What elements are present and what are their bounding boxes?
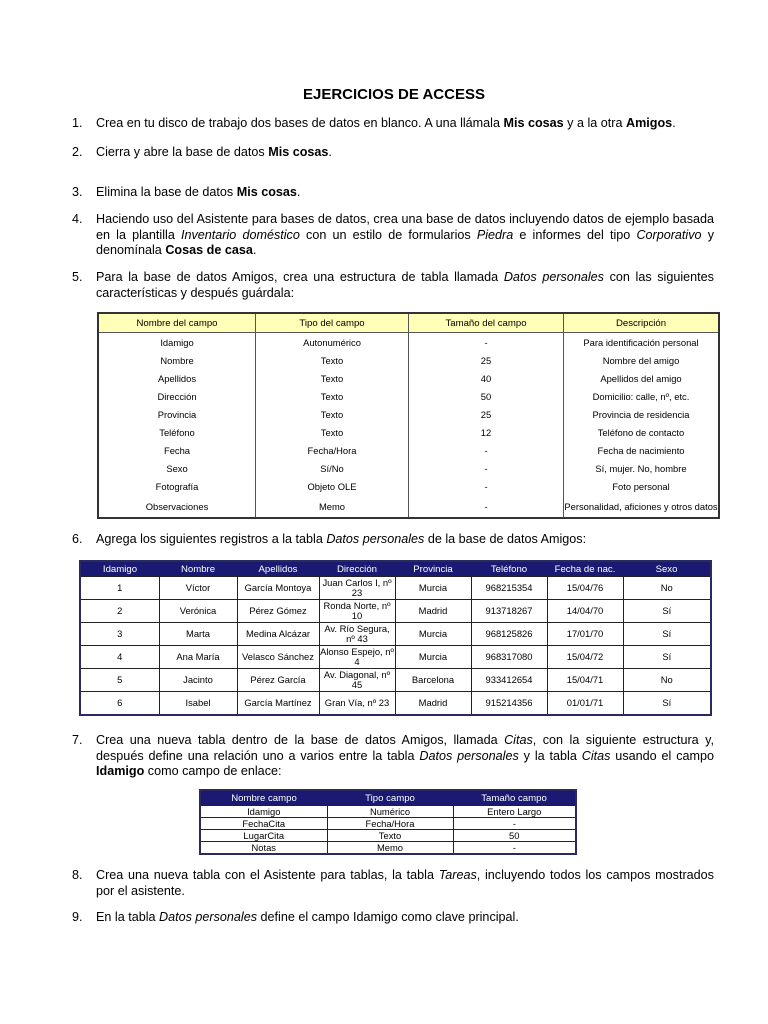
table-header: Teléfono	[471, 561, 547, 577]
exercise-text: Citas	[581, 748, 611, 763]
table-row	[98, 423, 719, 441]
table-cell: Apellidos	[98, 369, 256, 387]
table-cell: 15/04/72	[547, 646, 623, 669]
exercise-number: 4.	[72, 212, 83, 226]
table-cell: -	[409, 459, 564, 477]
exercise-text: y denomínala	[96, 227, 715, 257]
table-header: Apellidos	[237, 561, 319, 577]
table-cell: Sexo	[98, 459, 256, 477]
exercise-text: Haciendo uso del Asistente para bases de datos, crea una base de datos incluyendo datos de ejemplo basada en la plantilla	[96, 212, 714, 242]
table-cell: 913718267	[471, 600, 547, 623]
table-row	[98, 333, 719, 352]
table-cell: Provincia	[98, 405, 256, 423]
table-cell: Apellidos del amigo	[564, 369, 720, 387]
table-cell: 968317080	[471, 646, 547, 669]
table-header: Tamaño campo	[453, 790, 576, 806]
exercise-7	[72, 733, 714, 780]
table-cell: Autonumérico	[256, 333, 409, 352]
table-cell: -	[453, 842, 576, 855]
exercise-text: Agrega los siguientes registros a la tabla	[96, 532, 327, 546]
table-cell: Barcelona	[395, 669, 471, 692]
exercise-text: .	[328, 145, 332, 159]
table-cell: 6	[80, 692, 159, 716]
table-cell: Juan Carlos I, nº 23	[319, 577, 395, 600]
table-header: Fecha de nac.	[547, 561, 623, 577]
table-row	[98, 369, 719, 387]
table-cell: 15/04/76	[547, 577, 623, 600]
table-cell: Para identificación personal	[564, 333, 720, 352]
datos-personales-structure-table	[97, 312, 720, 519]
table-header: Idamigo	[80, 561, 159, 577]
page-title: EJERCICIOS DE ACCESS	[303, 86, 485, 103]
exercise-5	[72, 270, 714, 301]
table-cell: Texto	[256, 387, 409, 405]
table-cell: 968125826	[471, 623, 547, 646]
exercise-text: Crea en tu disco de trabajo dos bases de datos en blanco. A una llámala	[96, 116, 504, 130]
exercise-4	[72, 212, 714, 259]
table-cell: Personalidad, aficiones y otros datos	[564, 495, 720, 518]
table-cell: Nombre del amigo	[564, 351, 720, 369]
table-cell: 01/01/71	[547, 692, 623, 716]
table-cell: Madrid	[395, 600, 471, 623]
table-row	[98, 441, 719, 459]
table-cell: García Martínez	[237, 692, 319, 716]
table-cell: 40	[409, 369, 564, 387]
exercise-text: e informes del tipo	[513, 227, 637, 242]
exercise-text: Corporativo	[636, 227, 702, 242]
table-header: Provincia	[395, 561, 471, 577]
table-cell: Medina Alcázar	[237, 623, 319, 646]
table-cell: Texto	[256, 369, 409, 387]
exercise-number: 1.	[72, 116, 83, 130]
table-row	[98, 459, 719, 477]
exercise-6	[72, 532, 714, 548]
table-row	[200, 830, 576, 842]
exercise-text: Cierra y abre la base de datos	[96, 145, 269, 159]
table-cell: Sí/No	[256, 459, 409, 477]
table-cell: 4	[80, 646, 159, 669]
table-cell: Sí	[623, 600, 711, 623]
exercise-text: con un estilo de formularios	[299, 227, 477, 242]
exercise-text: , con la siguiente estructura y, después define una relación uno a varios entre la tabla	[96, 733, 714, 763]
table-cell: Ana María	[159, 646, 237, 669]
table-cell: -	[409, 495, 564, 518]
exercise-text: como campo de enlace:	[144, 764, 282, 778]
table-cell: Foto personal	[564, 477, 720, 495]
exercise-text: Datos personales	[326, 532, 425, 546]
table-cell: Pérez Gómez	[237, 600, 319, 623]
exercise-body	[96, 116, 714, 132]
table-cell: Fecha/Hora	[327, 818, 453, 830]
exercise-number: 8.	[72, 868, 83, 882]
table-cell: Memo	[256, 495, 409, 518]
table-cell: Provincia de residencia	[564, 405, 720, 423]
table-cell: Pérez García	[237, 669, 319, 692]
exercise-text: Citas	[504, 733, 533, 747]
table-row	[98, 351, 719, 369]
table-cell: Sí	[623, 692, 711, 716]
exercise-1	[72, 116, 714, 132]
exercise-number: 7.	[72, 733, 83, 747]
table-cell: 50	[453, 830, 576, 842]
exercise-text: Mis cosas	[236, 185, 297, 199]
table-row	[80, 600, 711, 623]
exercise-text: .	[672, 116, 676, 130]
table-cell: 17/01/70	[547, 623, 623, 646]
table-row	[98, 495, 719, 518]
exercise-text: Datos personales	[159, 910, 258, 924]
table-cell: 933412654	[471, 669, 547, 692]
table-cell: 14/04/70	[547, 600, 623, 623]
exercise-text: Tareas	[438, 868, 477, 882]
table-cell: Av. Río Segura, nº 43	[319, 623, 395, 646]
exercise-text: Idamigo	[96, 764, 145, 778]
exercise-3	[72, 185, 714, 201]
table-cell: Notas	[200, 842, 327, 855]
table-cell: Jacinto	[159, 669, 237, 692]
exercise-text: Crea una nueva tabla con el Asistente para tablas, la tabla	[96, 868, 439, 882]
exercise-text: .	[296, 185, 301, 199]
table-cell: 1	[80, 577, 159, 600]
exercise-text: .	[252, 243, 257, 257]
table-cell: Numérico	[327, 806, 453, 818]
exercise-body	[96, 185, 714, 201]
table-row	[98, 477, 719, 495]
exercise-body	[96, 733, 714, 780]
exercise-body	[96, 212, 714, 259]
exercise-9	[72, 910, 714, 926]
table-cell: Teléfono	[98, 423, 256, 441]
table-cell: 50	[409, 387, 564, 405]
table-row	[98, 405, 719, 423]
table-cell: Ronda Norte, nº 10	[319, 600, 395, 623]
table-header: Descripción	[564, 313, 720, 333]
exercise-text: Mis cosas	[268, 145, 329, 159]
table-row	[98, 387, 719, 405]
table-cell: Víctor	[159, 577, 237, 600]
table-cell: Texto	[256, 423, 409, 441]
table-cell: Idamigo	[200, 806, 327, 818]
table-cell: 3	[80, 623, 159, 646]
table-cell: 915214356	[471, 692, 547, 716]
table-cell: Sí	[623, 623, 711, 646]
table-row	[200, 818, 576, 830]
table-cell: 15/04/71	[547, 669, 623, 692]
exercise-text: Piedra	[476, 227, 514, 242]
exercise-number: 2.	[72, 145, 83, 159]
table-cell: Murcia	[395, 577, 471, 600]
table-row	[80, 646, 711, 669]
exercise-body	[96, 145, 714, 161]
exercise-8	[72, 868, 714, 899]
table-header: Tamaño del campo	[409, 313, 564, 333]
table-cell: FechaCita	[200, 818, 327, 830]
table-cell: Objeto OLE	[256, 477, 409, 495]
exercise-number: 9.	[72, 910, 83, 924]
exercise-text: Inventario doméstico	[181, 227, 300, 242]
table-cell: 5	[80, 669, 159, 692]
table-cell: 25	[409, 351, 564, 369]
table-header: Dirección	[319, 561, 395, 577]
table-cell: LugarCita	[200, 830, 327, 842]
exercise-text: usando el campo	[610, 748, 715, 763]
table-cell: Memo	[327, 842, 453, 855]
exercise-text: , incluyendo todos los campos mostrados por el asistente.	[96, 868, 714, 898]
exercise-text: con las siguientes características y después guárdala:	[96, 270, 714, 300]
table-cell: Murcia	[395, 623, 471, 646]
table-cell: 12	[409, 423, 564, 441]
table-header: Nombre campo	[200, 790, 327, 806]
exercise-text: Mis cosas	[503, 116, 564, 130]
table-cell: 2	[80, 600, 159, 623]
exercise-text: Para la base de datos Amigos, crea una estructura de tabla llamada	[96, 270, 504, 284]
citas-structure-table	[199, 789, 577, 855]
table-cell: -	[409, 477, 564, 495]
table-row	[80, 623, 711, 646]
table-cell: Velasco Sánchez	[237, 646, 319, 669]
table-row	[80, 577, 711, 600]
table-cell: -	[453, 818, 576, 830]
table-row	[200, 806, 576, 818]
table-cell: Texto	[327, 830, 453, 842]
exercise-body	[96, 532, 714, 548]
table-cell: 968215354	[471, 577, 547, 600]
table-cell: Fecha/Hora	[256, 441, 409, 459]
exercise-number: 3.	[72, 185, 83, 199]
exercise-2	[72, 145, 714, 161]
exercise-number: 5.	[72, 270, 83, 284]
table-cell: Domicilio: calle, nº, etc.	[564, 387, 720, 405]
exercise-text: Elimina la base de datos	[96, 185, 237, 199]
exercise-text: Datos personales	[503, 270, 604, 284]
table-cell: Fotografía	[98, 477, 256, 495]
table-cell: Av. Diagonal, nº 45	[319, 669, 395, 692]
table-cell: Madrid	[395, 692, 471, 716]
exercise-body	[96, 270, 714, 301]
table-cell: Alonso Espejo, nº 4	[320, 645, 394, 667]
table-cell: Texto	[256, 351, 409, 369]
table-cell: Idamigo	[98, 333, 256, 352]
exercise-text: y la tabla	[518, 748, 582, 763]
table-cell: Murcia	[395, 646, 471, 669]
amigos-records-table	[79, 560, 712, 716]
table-row	[80, 692, 711, 716]
exercise-text: Amigos	[626, 116, 673, 130]
exercise-text: y a la otra	[563, 116, 626, 130]
table-header: Nombre del campo	[98, 313, 256, 333]
exercise-body	[96, 868, 714, 899]
table-row	[80, 669, 711, 692]
table-cell: -	[409, 441, 564, 459]
table-cell: García Montoya	[237, 577, 319, 600]
table-cell: No	[623, 669, 711, 692]
table-cell: Texto	[256, 405, 409, 423]
table-row	[200, 842, 576, 855]
table-cell: Dirección	[98, 387, 256, 405]
table-cell: Fecha de nacimiento	[564, 441, 720, 459]
exercise-body	[96, 910, 714, 926]
table-cell: Fecha	[98, 441, 256, 459]
table-cell: Isabel	[159, 692, 237, 716]
exercise-text: de la base de datos Amigos:	[424, 532, 587, 546]
exercise-text: Cosas de casa	[165, 243, 253, 257]
table-header: Nombre	[159, 561, 237, 577]
table-header: Tipo del campo	[256, 313, 409, 333]
table-cell: 25	[409, 405, 564, 423]
table-cell: Verónica	[159, 600, 237, 623]
exercise-text: En la tabla	[96, 910, 160, 924]
table-cell: Entero Largo	[453, 806, 576, 818]
table-cell: No	[623, 577, 711, 600]
table-cell: Observaciones	[98, 495, 256, 518]
table-cell: Sí	[623, 646, 711, 669]
exercise-text: define el campo Idamigo como clave principal.	[257, 910, 519, 924]
table-cell: Nombre	[98, 351, 256, 369]
exercise-text: Crea una nueva tabla dentro de la base de datos Amigos, llamada	[96, 733, 505, 747]
table-cell: Teléfono de contacto	[564, 423, 720, 441]
exercise-text: Datos personales	[419, 748, 519, 763]
table-header: Tipo campo	[327, 790, 453, 806]
exercise-number: 6.	[72, 532, 83, 546]
table-cell: Marta	[159, 623, 237, 646]
table-cell: -	[409, 333, 564, 352]
table-cell: Sí, mujer. No, hombre	[564, 459, 720, 477]
table-header: Sexo	[623, 561, 711, 577]
table-cell: Gran Vía, nº 23	[319, 692, 395, 716]
